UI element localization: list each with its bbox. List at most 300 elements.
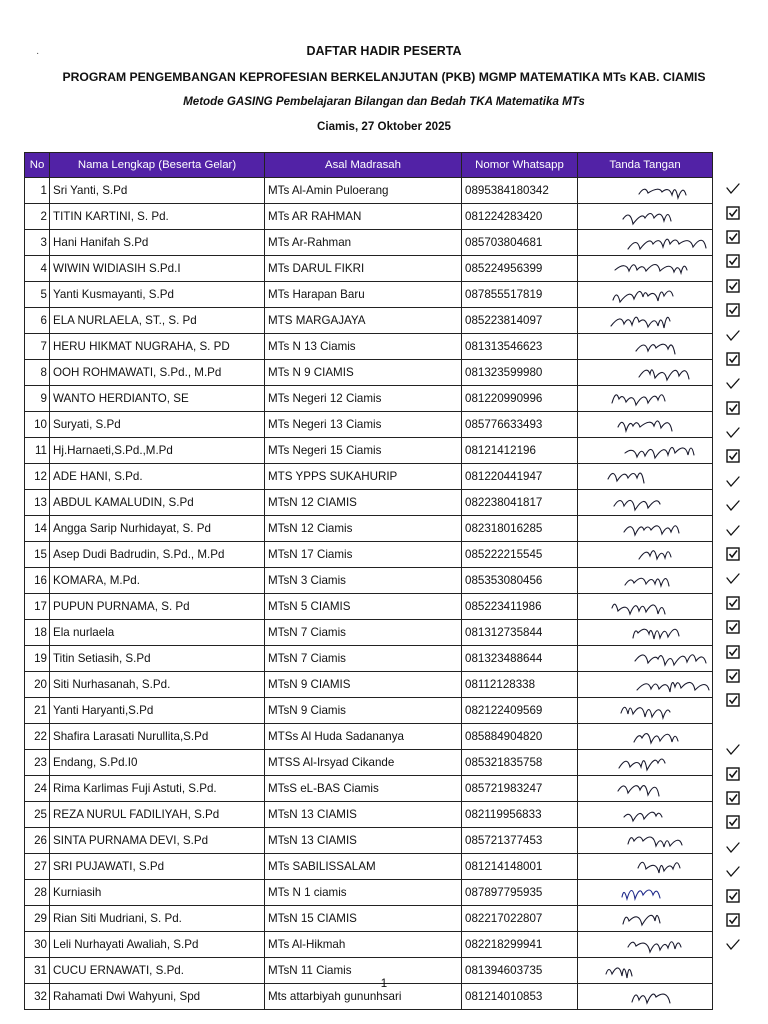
cell-no: 12 [25, 464, 50, 490]
cell-name: Ela nurlaela [50, 620, 265, 646]
table-row [25, 568, 713, 594]
cell-madrasah: MTs Negeri 15 Ciamis [265, 438, 462, 464]
cell-whatsapp: 082122409569 [462, 698, 578, 724]
verification-mark [718, 786, 748, 810]
cell-no: 18 [25, 620, 50, 646]
cell-name: Endang, S.Pd.I0 [50, 750, 265, 776]
cell-name: KOMARA, M.Pd. [50, 568, 265, 594]
signature-stroke [612, 604, 665, 614]
cell-name: CUCU ERNAWATI, S.Pd. [50, 958, 265, 984]
signature-stroke [638, 862, 680, 873]
cell-no: 15 [25, 542, 50, 568]
cell-name: Angga Sarip Nurhidayat, S. Pd [50, 516, 265, 542]
cell-name: OOH ROHMAWATI, S.Pd., M.Pd [50, 360, 265, 386]
cell-madrasah: MTsN 7 Ciamis [265, 620, 462, 646]
checked-box-icon [726, 303, 740, 317]
signature-cell [578, 880, 713, 906]
signature-stroke [622, 890, 660, 899]
cell-name: HERU HIKMAT NUGRAHA, S. PD [50, 334, 265, 360]
signature-stroke [628, 942, 681, 952]
cell-no: 7 [25, 334, 50, 360]
cell-no: 32 [25, 984, 50, 1010]
signature-stroke [636, 344, 675, 354]
verification-mark [718, 298, 748, 322]
table-row [25, 438, 713, 464]
signature-cell [578, 516, 713, 542]
table-row [25, 594, 713, 620]
signature-stroke [624, 812, 662, 821]
cell-no: 10 [25, 412, 50, 438]
cell-madrasah: MTsN 5 CIAMIS [265, 594, 462, 620]
cell-madrasah: MTs AR RAHMAN [265, 204, 462, 230]
handwritten-signature [581, 854, 710, 876]
verification-mark [718, 249, 748, 273]
checkmark-icon [725, 474, 741, 488]
signature-stroke [633, 629, 679, 639]
handwritten-signature [581, 412, 710, 434]
cell-madrasah: MTs DARUL FIKRI [265, 256, 462, 282]
cell-madrasah: MTsS eL-BAS Ciamis [265, 776, 462, 802]
signature-cell [578, 334, 713, 360]
cell-whatsapp: 085222215545 [462, 542, 578, 568]
cell-whatsapp: 0895384180342 [462, 178, 578, 204]
col-header-whatsapp: Nomor Whatsapp [462, 153, 578, 178]
table-row [25, 464, 713, 490]
handwritten-signature [581, 308, 710, 330]
handwritten-signature [581, 750, 710, 772]
signature-cell [578, 646, 713, 672]
verification-mark [718, 688, 748, 712]
signature-cell [578, 256, 713, 282]
handwritten-signature [581, 958, 710, 980]
cell-no: 25 [25, 802, 50, 828]
table-row [25, 906, 713, 932]
cell-no: 8 [25, 360, 50, 386]
cell-name: Leli Nurhayati Awaliah, S.Pd [50, 932, 265, 958]
signature-stroke [639, 189, 686, 198]
cell-no: 24 [25, 776, 50, 802]
cell-whatsapp: 08112128338 [462, 672, 578, 698]
cell-no: 23 [25, 750, 50, 776]
handwritten-signature [581, 568, 710, 590]
signature-cell [578, 906, 713, 932]
cell-madrasah: MTsN 12 CIAMIS [265, 490, 462, 516]
cell-madrasah: MTsN 11 Ciamis [265, 958, 462, 984]
cell-name: ABDUL KAMALUDIN, S.Pd [50, 490, 265, 516]
signature-cell [578, 412, 713, 438]
cell-name: ELA NURLAELA, ST., S. Pd [50, 308, 265, 334]
checked-box-icon [726, 815, 740, 829]
table-row [25, 542, 713, 568]
cell-name: REZA NURUL FADILIYAH, S.Pd [50, 802, 265, 828]
signature-cell [578, 178, 713, 204]
verification-mark [718, 639, 748, 663]
signature-stroke [635, 655, 706, 665]
cell-whatsapp: 081394603735 [462, 958, 578, 984]
cell-whatsapp: 081214010853 [462, 984, 578, 1010]
signature-cell [578, 542, 713, 568]
table-row [25, 880, 713, 906]
cell-madrasah: MTsN 17 Ciamis [265, 542, 462, 568]
checked-box-icon [726, 620, 740, 634]
signature-stroke [623, 915, 660, 925]
signature-cell [578, 230, 713, 256]
signature-cell [578, 282, 713, 308]
checked-box-icon [726, 693, 740, 707]
cell-whatsapp: 08121412196 [462, 438, 578, 464]
cell-madrasah: MTs Harapan Baru [265, 282, 462, 308]
handwritten-signature [581, 828, 710, 850]
verification-mark [718, 542, 748, 566]
cell-no: 21 [25, 698, 50, 724]
table-row [25, 386, 713, 412]
checked-box-icon [726, 669, 740, 683]
cell-no: 11 [25, 438, 50, 464]
cell-madrasah: MTsN 13 CIAMIS [265, 828, 462, 854]
cell-no: 30 [25, 932, 50, 958]
cell-whatsapp: 085224956399 [462, 256, 578, 282]
checked-box-icon [726, 767, 740, 781]
cell-whatsapp: 085353080456 [462, 568, 578, 594]
cell-madrasah: Mts attarbiyah gununhsari [265, 984, 462, 1010]
verification-mark [718, 664, 748, 688]
table-row [25, 412, 713, 438]
checkmark-icon [725, 571, 741, 585]
program-title: PROGRAM PENGEMBANGAN KEPROFESIAN BERKELANJUTAN (PKB) MGMP MATEMATIKA MTs KAB. CIAMIS [62, 70, 706, 84]
cell-no: 28 [25, 880, 50, 906]
cell-madrasah: MTsN 9 CIAMIS [265, 672, 462, 698]
signature-stroke [625, 578, 669, 586]
handwritten-signature [581, 620, 710, 642]
table-row [25, 204, 713, 230]
checkmark-icon [725, 328, 741, 342]
checkmark-icon [725, 937, 741, 951]
table-row [25, 620, 713, 646]
cell-whatsapp: 082217022807 [462, 906, 578, 932]
cell-no: 29 [25, 906, 50, 932]
table-row [25, 828, 713, 854]
cell-whatsapp: 082318016285 [462, 516, 578, 542]
verification-mark [718, 517, 748, 541]
checkmark-icon [725, 840, 741, 854]
verification-mark [718, 469, 748, 493]
cell-whatsapp: 081220441947 [462, 464, 578, 490]
checkmark-icon [725, 181, 741, 195]
cell-name: Yanti Kusmayanti, S.Pd [50, 282, 265, 308]
signature-stroke [615, 265, 687, 274]
verification-marks-column [718, 176, 748, 957]
table-row [25, 178, 713, 204]
signature-cell [578, 750, 713, 776]
cell-whatsapp: 085884904820 [462, 724, 578, 750]
checkmark-icon [725, 864, 741, 878]
verification-mark [718, 737, 748, 761]
cell-no: 1 [25, 178, 50, 204]
table-header-row [25, 153, 713, 178]
checkmark-icon [725, 742, 741, 756]
handwritten-signature [581, 178, 710, 200]
table-row [25, 932, 713, 958]
checked-box-icon [726, 645, 740, 659]
verification-mark [718, 615, 748, 639]
cell-madrasah: MTS MARGAJAYA [265, 308, 462, 334]
verification-mark [718, 566, 748, 590]
place-date: Ciamis, 27 Oktober 2025 [316, 120, 452, 133]
cell-whatsapp: 085321835758 [462, 750, 578, 776]
cell-name: Titin Setiasih, S.Pd [50, 646, 265, 672]
table-row [25, 646, 713, 672]
checked-box-icon [726, 449, 740, 463]
cell-name: Hj.Harnaeti,S.Pd.,M.Pd [50, 438, 265, 464]
cell-madrasah: MTs Ar-Rahman [265, 230, 462, 256]
cell-no: 13 [25, 490, 50, 516]
table-row [25, 360, 713, 386]
signature-cell [578, 438, 713, 464]
verification-mark [718, 932, 748, 956]
verification-mark [718, 396, 748, 420]
cell-whatsapp: 082119956833 [462, 802, 578, 828]
verification-mark [718, 274, 748, 298]
cell-no: 26 [25, 828, 50, 854]
verification-mark [718, 200, 748, 224]
cell-whatsapp: 081224283420 [462, 204, 578, 230]
cell-no: 17 [25, 594, 50, 620]
signature-stroke [614, 500, 660, 510]
signature-stroke [618, 421, 672, 431]
handwritten-signature [581, 802, 710, 824]
cell-madrasah: MTs SABILISSALAM [265, 854, 462, 880]
signature-stroke [624, 526, 679, 535]
signature-stroke [625, 447, 694, 458]
table-row [25, 802, 713, 828]
cell-name: WANTO HERDIANTO, SE [50, 386, 265, 412]
cell-name: Sri Yanti, S.Pd [50, 178, 265, 204]
verification-mark [718, 713, 748, 737]
signature-cell [578, 854, 713, 880]
cell-name: PUPUN PURNAMA, S. Pd [50, 594, 265, 620]
cell-no: 19 [25, 646, 50, 672]
cell-madrasah: MTsN 9 Ciamis [265, 698, 462, 724]
col-header-no: No [25, 153, 50, 178]
cell-no: 6 [25, 308, 50, 334]
checked-box-icon [726, 279, 740, 293]
handwritten-signature [581, 490, 710, 512]
handwritten-signature [581, 906, 710, 928]
cell-madrasah: MTsN 3 Ciamis [265, 568, 462, 594]
cell-name: SINTA PURNAMA DEVI, S.Pd [50, 828, 265, 854]
checked-box-icon [726, 254, 740, 268]
cell-madrasah: MTsN 15 CIAMIS [265, 906, 462, 932]
table-row [25, 750, 713, 776]
cell-name: Asep Dudi Badrudin, S.Pd., M.Pd [50, 542, 265, 568]
verification-mark [718, 810, 748, 834]
table-row [25, 256, 713, 282]
verification-mark [718, 859, 748, 883]
cell-name: ADE HANI, S.Pd. [50, 464, 265, 490]
checked-box-icon [726, 913, 740, 927]
checked-box-icon [726, 547, 740, 561]
signature-stroke [619, 759, 665, 770]
cell-whatsapp: 085776633493 [462, 412, 578, 438]
signature-cell [578, 464, 713, 490]
table-row [25, 516, 713, 542]
handwritten-signature [581, 698, 710, 720]
handwritten-signature [581, 204, 710, 226]
checkmark-icon [725, 425, 741, 439]
cell-no: 14 [25, 516, 50, 542]
cell-name: Shafira Larasati Nurullita,S.Pd [50, 724, 265, 750]
page-number: 1 [380, 978, 388, 990]
cell-whatsapp: 085223814097 [462, 308, 578, 334]
cell-madrasah: MTs Al-Hikmah [265, 932, 462, 958]
col-header-madrasah: Asal Madrasah [265, 153, 462, 178]
handwritten-signature [581, 256, 710, 278]
signature-cell [578, 776, 713, 802]
cell-no: 20 [25, 672, 50, 698]
table-row [25, 308, 713, 334]
cell-whatsapp: 087897795935 [462, 880, 578, 906]
handwritten-signature [581, 594, 710, 616]
signature-cell [578, 386, 713, 412]
cell-whatsapp: 085703804681 [462, 230, 578, 256]
checkmark-icon [725, 376, 741, 390]
verification-mark [718, 835, 748, 859]
signature-stroke [628, 837, 682, 847]
cell-name: Yanti Haryanti,S.Pd [50, 698, 265, 724]
cell-name: Rian Siti Mudriani, S. Pd. [50, 906, 265, 932]
cell-whatsapp: 081312735844 [462, 620, 578, 646]
cell-name: WIWIN WIDIASIH S.Pd.I [50, 256, 265, 282]
checked-box-icon [726, 889, 740, 903]
cell-madrasah: MTs Negeri 12 Ciamis [265, 386, 462, 412]
table-row [25, 672, 713, 698]
cell-no: 4 [25, 256, 50, 282]
signature-stroke [618, 786, 659, 796]
table-row [25, 334, 713, 360]
handwritten-signature [581, 282, 710, 304]
handwritten-signature [581, 360, 710, 382]
handwritten-signature [581, 724, 710, 746]
signature-stroke [623, 214, 671, 225]
signature-cell [578, 724, 713, 750]
handwritten-signature [581, 776, 710, 798]
handwritten-signature [581, 334, 710, 356]
signature-cell [578, 204, 713, 230]
cell-madrasah: MTsN 13 CIAMIS [265, 802, 462, 828]
verification-mark [718, 444, 748, 468]
verification-mark [718, 225, 748, 249]
verification-mark [718, 420, 748, 444]
cell-name: Rima Karlimas Fuji Astuti, S.Pd. [50, 776, 265, 802]
handwritten-signature [581, 880, 710, 902]
signature-stroke [611, 317, 670, 328]
signature-cell [578, 828, 713, 854]
checkmark-icon [725, 523, 741, 537]
cell-no: 9 [25, 386, 50, 412]
signature-cell [578, 932, 713, 958]
cell-whatsapp: 081220990996 [462, 386, 578, 412]
cell-name: Hani Hanifah S.Pd [50, 230, 265, 256]
cell-no: 22 [25, 724, 50, 750]
checkmark-icon [725, 498, 741, 512]
document-title: DAFTAR HADIR PESERTA [306, 44, 462, 58]
table-row [25, 230, 713, 256]
signature-cell [578, 594, 713, 620]
topic-subtitle: Metode GASING Pembelajaran Bilangan dan Bedah TKA Matematika MTs [183, 95, 585, 108]
checked-box-icon [726, 401, 740, 415]
signature-stroke [613, 291, 673, 302]
signature-stroke [639, 370, 689, 380]
verification-mark [718, 591, 748, 615]
cell-madrasah: MTs Negeri 13 Ciamis [265, 412, 462, 438]
cell-no: 2 [25, 204, 50, 230]
signature-stroke [612, 395, 665, 405]
checked-box-icon [726, 230, 740, 244]
handwritten-signature [581, 672, 710, 694]
table-row [25, 724, 713, 750]
cell-madrasah: MTSs Al Huda Sadananya [265, 724, 462, 750]
cell-madrasah: MTsN 7 Ciamis [265, 646, 462, 672]
signature-cell [578, 672, 713, 698]
verification-mark [718, 908, 748, 932]
scan-speck: · [36, 48, 40, 59]
table-row [25, 490, 713, 516]
attendance-table [24, 152, 713, 1010]
signature-stroke [637, 682, 709, 692]
cell-whatsapp: 082218299941 [462, 932, 578, 958]
table-row [25, 854, 713, 880]
cell-madrasah: MTs N 9 CIAMIS [265, 360, 462, 386]
checked-box-icon [726, 791, 740, 805]
cell-madrasah: MTs N 1 ciamis [265, 880, 462, 906]
col-header-signature: Tanda Tangan [578, 153, 713, 178]
signature-cell [578, 308, 713, 334]
checked-box-icon [726, 206, 740, 220]
verification-mark [718, 493, 748, 517]
cell-name: Kurniasih [50, 880, 265, 906]
checked-box-icon [726, 352, 740, 366]
signature-cell [578, 490, 713, 516]
table-row [25, 282, 713, 308]
signature-stroke [634, 734, 678, 743]
table-row [25, 776, 713, 802]
verification-mark [718, 883, 748, 907]
handwritten-signature [581, 516, 710, 538]
cell-whatsapp: 081313546623 [462, 334, 578, 360]
cell-whatsapp: 085721377453 [462, 828, 578, 854]
handwritten-signature [581, 646, 710, 668]
table-row [25, 698, 713, 724]
verification-mark [718, 176, 748, 200]
handwritten-signature [581, 542, 710, 564]
cell-no: 3 [25, 230, 50, 256]
signature-cell [578, 620, 713, 646]
cell-whatsapp: 081214148001 [462, 854, 578, 880]
signature-stroke [606, 968, 632, 978]
handwritten-signature [581, 386, 710, 408]
verification-mark [718, 371, 748, 395]
cell-no: 27 [25, 854, 50, 880]
handwritten-signature [581, 464, 710, 486]
verification-mark [718, 347, 748, 371]
cell-madrasah: MTs N 13 Ciamis [265, 334, 462, 360]
cell-whatsapp: 082238041817 [462, 490, 578, 516]
checked-box-icon [726, 596, 740, 610]
cell-whatsapp: 081323488644 [462, 646, 578, 672]
signature-cell [578, 698, 713, 724]
cell-whatsapp: 085721983247 [462, 776, 578, 802]
cell-madrasah: MTS YPPS SUKAHURIP [265, 464, 462, 490]
